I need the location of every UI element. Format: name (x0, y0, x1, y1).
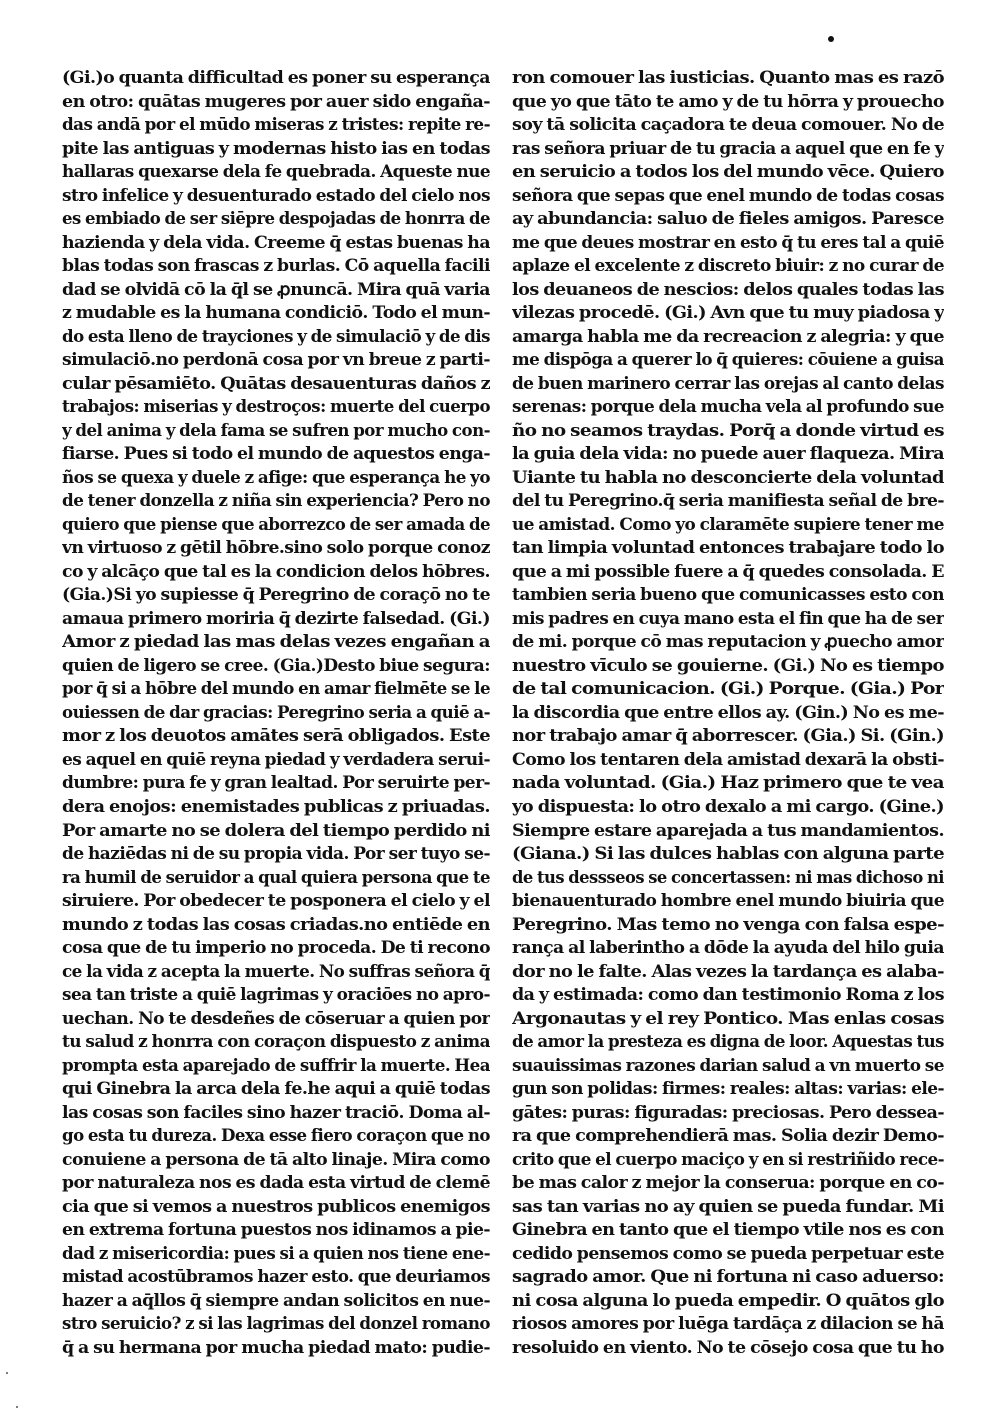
ink-speck (16, 1406, 18, 1408)
text-line: q̄ a su hermana por mucha piedad mato: pudie- (62, 1337, 490, 1358)
text-line: señora que sepas que enel mundo de todas cosas (512, 185, 944, 206)
text-line: en extrema fortuna puestos nos idinamos a pie- (62, 1220, 490, 1241)
text-line: de tener donzella z niña sin experiencia? Pero no (62, 491, 490, 512)
text-line: tan limpia voluntad entonces trabajare todo lo (512, 538, 944, 559)
text-line: sagrado amor. Que ni fortuna ni caso aduerso: (512, 1267, 944, 1288)
text-line: (Gi.)o quanta difficultad es poner su esperança (62, 68, 490, 88)
text-line: Ginebra en tanto que el tiempo vtile nos es con (512, 1220, 944, 1241)
text-line: dad z misericordia: pues si a quien nos tiene ene- (62, 1243, 490, 1264)
text-line: es aquel en quiē reyna piedad y verdadera serui- (62, 749, 490, 770)
text-line: ni cosa alguna lo pueda empedir. O quātos glo (512, 1290, 944, 1311)
text-line: vn virtuoso z gētil hōbre.sino solo porque conoz (62, 538, 490, 559)
text-line: sas tan varias no ay quien se pueda fundar. Mi (512, 1196, 944, 1217)
text-line: es embiado de ser siēpre despojadas de honrra de (62, 209, 490, 230)
text-line: ra humil de seruidor a qual quiera persona que te (62, 867, 490, 888)
text-line: riosos amores por luēga tardāça z dilacion se hā (512, 1314, 944, 1335)
text-line: co y alcāço que tal es la condicion delos hōbres. (62, 561, 490, 582)
text-line: me que deues mostrar en esto q̄ tu eres tal a quiē (512, 232, 944, 253)
text-line: Siempre estare aparejada a tus mandamientos. (512, 820, 944, 841)
text-line: la guia dela vida: no puede auer flaqueza. Mira (512, 444, 944, 465)
text-line: que a mi possible fuere a q̄ quedes consolada. E (512, 561, 944, 582)
text-line: cia que si vemos a nuestros publicos enemigos (62, 1196, 490, 1217)
text-line: ay abundancia: saluo de fieles amigos. Paresce (512, 209, 944, 230)
text-line: y del anima y dela fama se sufren por mucho con- (62, 420, 490, 441)
text-line: trabajos: miserias y destroços: muerte del cuerpo (62, 397, 490, 418)
text-line: de tus dessseos se concertassen: ni mas dichoso ni (512, 867, 944, 888)
text-line: de tal comunicacion. (Gi.) Porque. (Gia.) Por (512, 679, 944, 700)
text-line: be mas calor z mejor la conserua: porque en co- (512, 1173, 944, 1194)
text-line: amarga habla me da recreacion z alegria: y que (512, 326, 944, 347)
text-line: en seruicio a todos los del mundo vēce. Quiero (512, 162, 944, 183)
text-line: yo dispuesta: lo otro dexalo a mi cargo. (Gine.) (512, 796, 944, 817)
text-line: fiarse. Pues si todo el mundo de aquestos enga- (62, 444, 490, 465)
text-line: aplaze el excelente z discreto biuir: z no curar de (512, 256, 944, 277)
text-line: de haziēdas ni de su propia vida. Por ser tuyo se- (62, 844, 490, 865)
left-text-column (62, 68, 490, 1358)
text-line: soy tā solicita caçadora te deua comouer. No de (512, 115, 944, 136)
text-line: por naturaleza nos es dada esta virtud de clemē (62, 1173, 490, 1194)
text-line: del tu Peregrino.q̄ seria manifiesta señal de bre- (512, 491, 944, 512)
text-line: dor no le falte. Alas vezes la tardança es alaba- (512, 961, 944, 982)
text-line: mor z los deuotos amātes serā obligados. Este (62, 726, 490, 747)
text-line: siruiere. Por obedecer te posponera el cielo y el (62, 891, 490, 912)
text-line: Amor z piedad las mas delas vezes engañan a (62, 632, 490, 653)
text-line: suauissimas razones darian salud a vn muerto se (512, 1055, 944, 1076)
text-line: dera enojos: enemistades publicas z priuadas. (62, 796, 490, 817)
text-line: las cosas son faciles sino hazer traciō. Doma al- (62, 1102, 490, 1123)
ink-speck (6, 1372, 8, 1374)
text-line: los deuaneos de nescios: delos quales todas las (512, 279, 944, 300)
text-line: ron comouer las iusticias. Quanto mas es razō (512, 68, 944, 88)
text-line: de amor la presteza es digna de loor. Aquestas tus (512, 1032, 944, 1053)
text-line: vilezas procedē. (Gi.) Avn que tu muy piadosa y (512, 303, 944, 324)
text-line: dumbre: pura fe y gran lealtad. Por seruirte per- (62, 773, 490, 794)
text-line: mistad acostūbramos hazer esto. que deuriamos (62, 1267, 490, 1288)
text-line: qui Ginebra la arca dela fe.he aqui a quiē todas (62, 1079, 490, 1100)
text-line: hazienda y dela vida. Creeme q̄ estas buenas ha (62, 232, 490, 253)
text-line: das andā por el mūdo miseras z tristes: repite re- (62, 115, 490, 136)
text-line: la discordia que entre ellos ay. (Gin.) No es me- (512, 702, 944, 723)
text-line: stro seruicio? z si las lagrimas del donzel romano (62, 1314, 490, 1335)
text-line: resoluido en viento. No te cōsejo cosa que tu ho (512, 1337, 944, 1358)
text-line: nuestro vīculo se gouierne. (Gi.) No es tiempo (512, 655, 944, 676)
text-line: crito que el cuerpo maciço y en si restriñido rece- (512, 1149, 944, 1170)
text-line: ra que comprehendierā mas. Solia dezir Demo- (512, 1126, 944, 1147)
text-line: tu salud z honrra con coraçon dispuesto z anima (62, 1032, 490, 1053)
text-line: stro infelice y desuenturado estado del cielo nos (62, 185, 490, 206)
text-line: pite las antiguas y modernas histo ias en todas (62, 138, 490, 159)
text-line: (Giana.) Si las dulces hablas con alguna parte (512, 844, 944, 865)
text-line: Como los tentaren dela amistad dexarā la obsti- (512, 749, 944, 770)
text-line: hazer a aq̄llos q̄ siempre andan solicitos en nue- (62, 1290, 490, 1311)
text-line: cular pēsamiēto. Quātas desauenturas daños z (62, 373, 490, 394)
text-line: sea tan triste a quiē lagrimas y oraciōes no apro- (62, 985, 490, 1006)
ink-speck (828, 36, 834, 42)
text-line: ue amistad. Como yo claramēte supiere tener me (512, 514, 944, 535)
text-line: Por amarte no se dolera del tiempo perdido ni (62, 820, 490, 841)
text-line: rança al laberintho a dōde la ayuda del hilo guia (512, 938, 944, 959)
text-line: ño no seamos traydas. Porq̄ a donde virtud es (512, 420, 944, 441)
text-line: Argonautas y el rey Pontico. Mas enlas cosas (512, 1008, 944, 1029)
text-line: Uiante tu habla no desconcierte dela voluntad (512, 467, 944, 488)
text-line: nada voluntad. (Gia.) Haz primero que te vea (512, 773, 944, 794)
text-line: gun son polidas: firmes: reales: altas: varias: ele- (512, 1079, 944, 1100)
text-line: ras señora priuar de tu gracia a aquel que en fe y (512, 138, 944, 159)
text-line: prompta esta aparejado de suffrir la muerte. Hea (62, 1055, 490, 1076)
text-line: en otro: quātas mugeres por auer sido engaña- (62, 91, 490, 112)
text-line: uechan. No te desdeñes de cōseruar a quien por (62, 1008, 490, 1029)
text-line: de mi. porque cō mas reputacion y ꝓuecho amor (512, 632, 944, 653)
text-line: (Gia.)Si yo supiesse q̄ Peregrino de coraçō no te (62, 585, 490, 606)
text-line: amaua primero moriria q̄ dezirte falsedad. (Gi.) (62, 608, 490, 629)
text-line: dad se olvidā cō la q̄l se ꝓnuncā. Mira quā varia (62, 279, 490, 300)
text-line: mis padres en cuya mano esta el fin que ha de ser (512, 608, 944, 629)
text-line: hallaras quexarse dela fe quebrada. Aqueste nue (62, 162, 490, 183)
text-line: cedido pensemos como se pueda perpetuar este (512, 1243, 944, 1264)
text-line: de buen marinero cerrar las orejas al canto delas (512, 373, 944, 394)
text-line: Peregrino. Mas temo no venga con falsa espe- (512, 914, 944, 935)
text-line: blas todas son frascas z burlas. Cō aquella facili (62, 256, 490, 277)
text-line: ños se quexa y duele z afige: que esperança he yo (62, 467, 490, 488)
text-line: que yo que tāto te amo y de tu hōrra y prouecho (512, 91, 944, 112)
text-line: cosa que de tu imperio no proceda. De ti recono (62, 938, 490, 959)
text-line: bienauenturado hombre enel mundo biuiria que (512, 891, 944, 912)
text-line: gātes: puras: figuradas: preciosas. Pero dessea- (512, 1102, 944, 1123)
text-line: ouiessen de dar gracias: Peregrino seria a quiē a- (62, 702, 490, 723)
text-line: me dispōga a querer lo q̄ quieres: cōuiene a guisa (512, 350, 944, 371)
text-line: do esta lleno de trayciones y de simulaciō y de dis (62, 326, 490, 347)
text-line: da y estimada: como dan testimonio Roma z los (512, 985, 944, 1006)
text-line: conuiene a persona de tā alto linaje. Mira como (62, 1149, 490, 1170)
text-line: serenas: porque dela mucha vela al profundo sue (512, 397, 944, 418)
right-text-column (512, 68, 944, 1358)
text-line: quiero que piense que aborrezco de ser amada de (62, 514, 490, 535)
text-line: por q̄ si a hōbre del mundo en amar fielmēte se le (62, 679, 490, 700)
text-line: go esta tu dureza. Dexa esse fiero coraçon que no (62, 1126, 490, 1147)
text-line: nor trabajo amar q̄ aborrescer. (Gia.) Si. (Gin.) (512, 726, 944, 747)
text-line: simulaciō.no perdonā cosa por vn breue z parti- (62, 350, 490, 371)
text-line: quien de ligero se cree. (Gia.)Desto biue segura: (62, 655, 490, 676)
text-line: tambien seria bueno que comunicasses esto con (512, 585, 944, 606)
text-line: ce la vida z acepta la muerte. No suffras señora q̄ (62, 961, 490, 982)
text-line: mundo z todas las cosas criadas.no entiēde en (62, 914, 490, 935)
text-line: z mudable es la humana condiciō. Todo el mun- (62, 303, 490, 324)
